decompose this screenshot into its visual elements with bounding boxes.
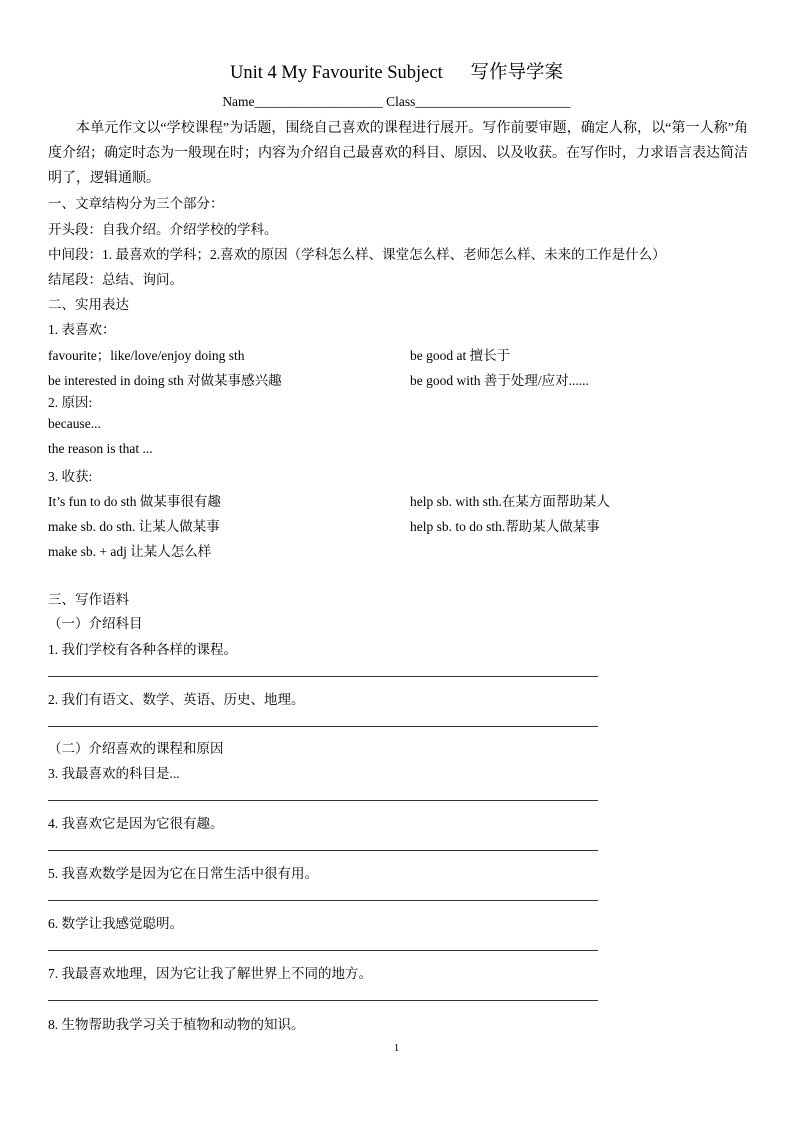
answer-line-4[interactable]: [48, 850, 598, 851]
answer-line-7[interactable]: [48, 1000, 598, 1001]
reason-item: the reason is that ...: [48, 441, 153, 456]
question-4: 4. 我喜欢它是因为它很有趣。: [48, 816, 224, 831]
gain-item: make sb. + adj 让某人怎么样: [48, 544, 212, 559]
like-heading: 1. 表喜欢：: [48, 322, 116, 337]
gain-heading: 3. 收获:: [48, 469, 93, 484]
question-5: 5. 我喜欢数学是因为它在日常生活中很有用。: [48, 866, 318, 881]
intro-paragraph: 本单元作文以“学校课程”为话题，围绕自己喜欢的课程进行展开。写作前要审题，确定人称，以“第一人称”角度介绍；确定时态为一般现在时；内容为介绍自己最喜欢的科目、原因、以及收获。在写作时，力求语言表达简洁明了，逻辑通顺。: [48, 121, 748, 186]
gain-item: It’s fun to do sth 做某事很有趣: [48, 494, 221, 509]
gain-item: make sb. do sth. 让某人做某事: [48, 519, 220, 534]
gain-item: help sb. with sth.在某方面帮助某人: [410, 494, 610, 509]
like-item: be interested in doing sth 对做某事感兴趣: [48, 373, 282, 388]
page-title: Unit 4 My Favourite Subject 写作导学案: [230, 63, 563, 83]
structure-opening: 开头段：自我介绍。介绍学校的学科。: [48, 222, 278, 237]
materials-subheading: （一）介绍科目: [48, 616, 143, 631]
expressions-heading: 二、实用表达: [48, 297, 129, 312]
answer-line-2[interactable]: [48, 726, 598, 727]
answer-line-1[interactable]: [48, 676, 598, 677]
reason-item: because...: [48, 416, 101, 431]
question-1: 1. 我们学校有各种各样的课程。: [48, 642, 237, 657]
answer-line-6[interactable]: [48, 950, 598, 951]
question-7: 7. 我最喜欢地理，因为它让我了解世界上不同的地方。: [48, 966, 372, 981]
answer-line-5[interactable]: [48, 900, 598, 901]
question-8: 8. 生物帮助我学习关于植物和动物的知识。: [48, 1017, 305, 1032]
gain-item: help sb. to do sth.帮助某人做某事: [410, 519, 600, 534]
materials-heading: 三、写作语料: [48, 592, 129, 607]
like-item: favourite；like/love/enjoy doing sth: [48, 348, 245, 363]
question-3: 3. 我最喜欢的科目是...: [48, 766, 180, 781]
structure-middle: 中间段：1. 最喜欢的学科；2.喜欢的原因（学科怎么样、课堂怎么样、老师怎么样、未来的工作是什么）: [48, 247, 666, 262]
question-6: 6. 数学让我感觉聪明。: [48, 916, 183, 931]
materials-subheading: （二）介绍喜欢的课程和原因: [48, 741, 224, 756]
question-2: 2. 我们有语文、数学、英语、历史、地理。: [48, 692, 305, 707]
answer-line-3[interactable]: [48, 800, 598, 801]
page-number: 1: [393, 1042, 400, 1054]
reason-heading: 2. 原因:: [48, 395, 93, 410]
name-class-line: Name___________________ Class_______________________: [222, 94, 571, 109]
like-item: be good at 擅长于: [410, 348, 511, 363]
structure-ending: 结尾段：总结、询问。: [48, 272, 183, 287]
structure-heading: 一、文章结构分为三个部分：: [48, 196, 224, 211]
like-item: be good with 善于处理/应对......: [410, 373, 589, 388]
